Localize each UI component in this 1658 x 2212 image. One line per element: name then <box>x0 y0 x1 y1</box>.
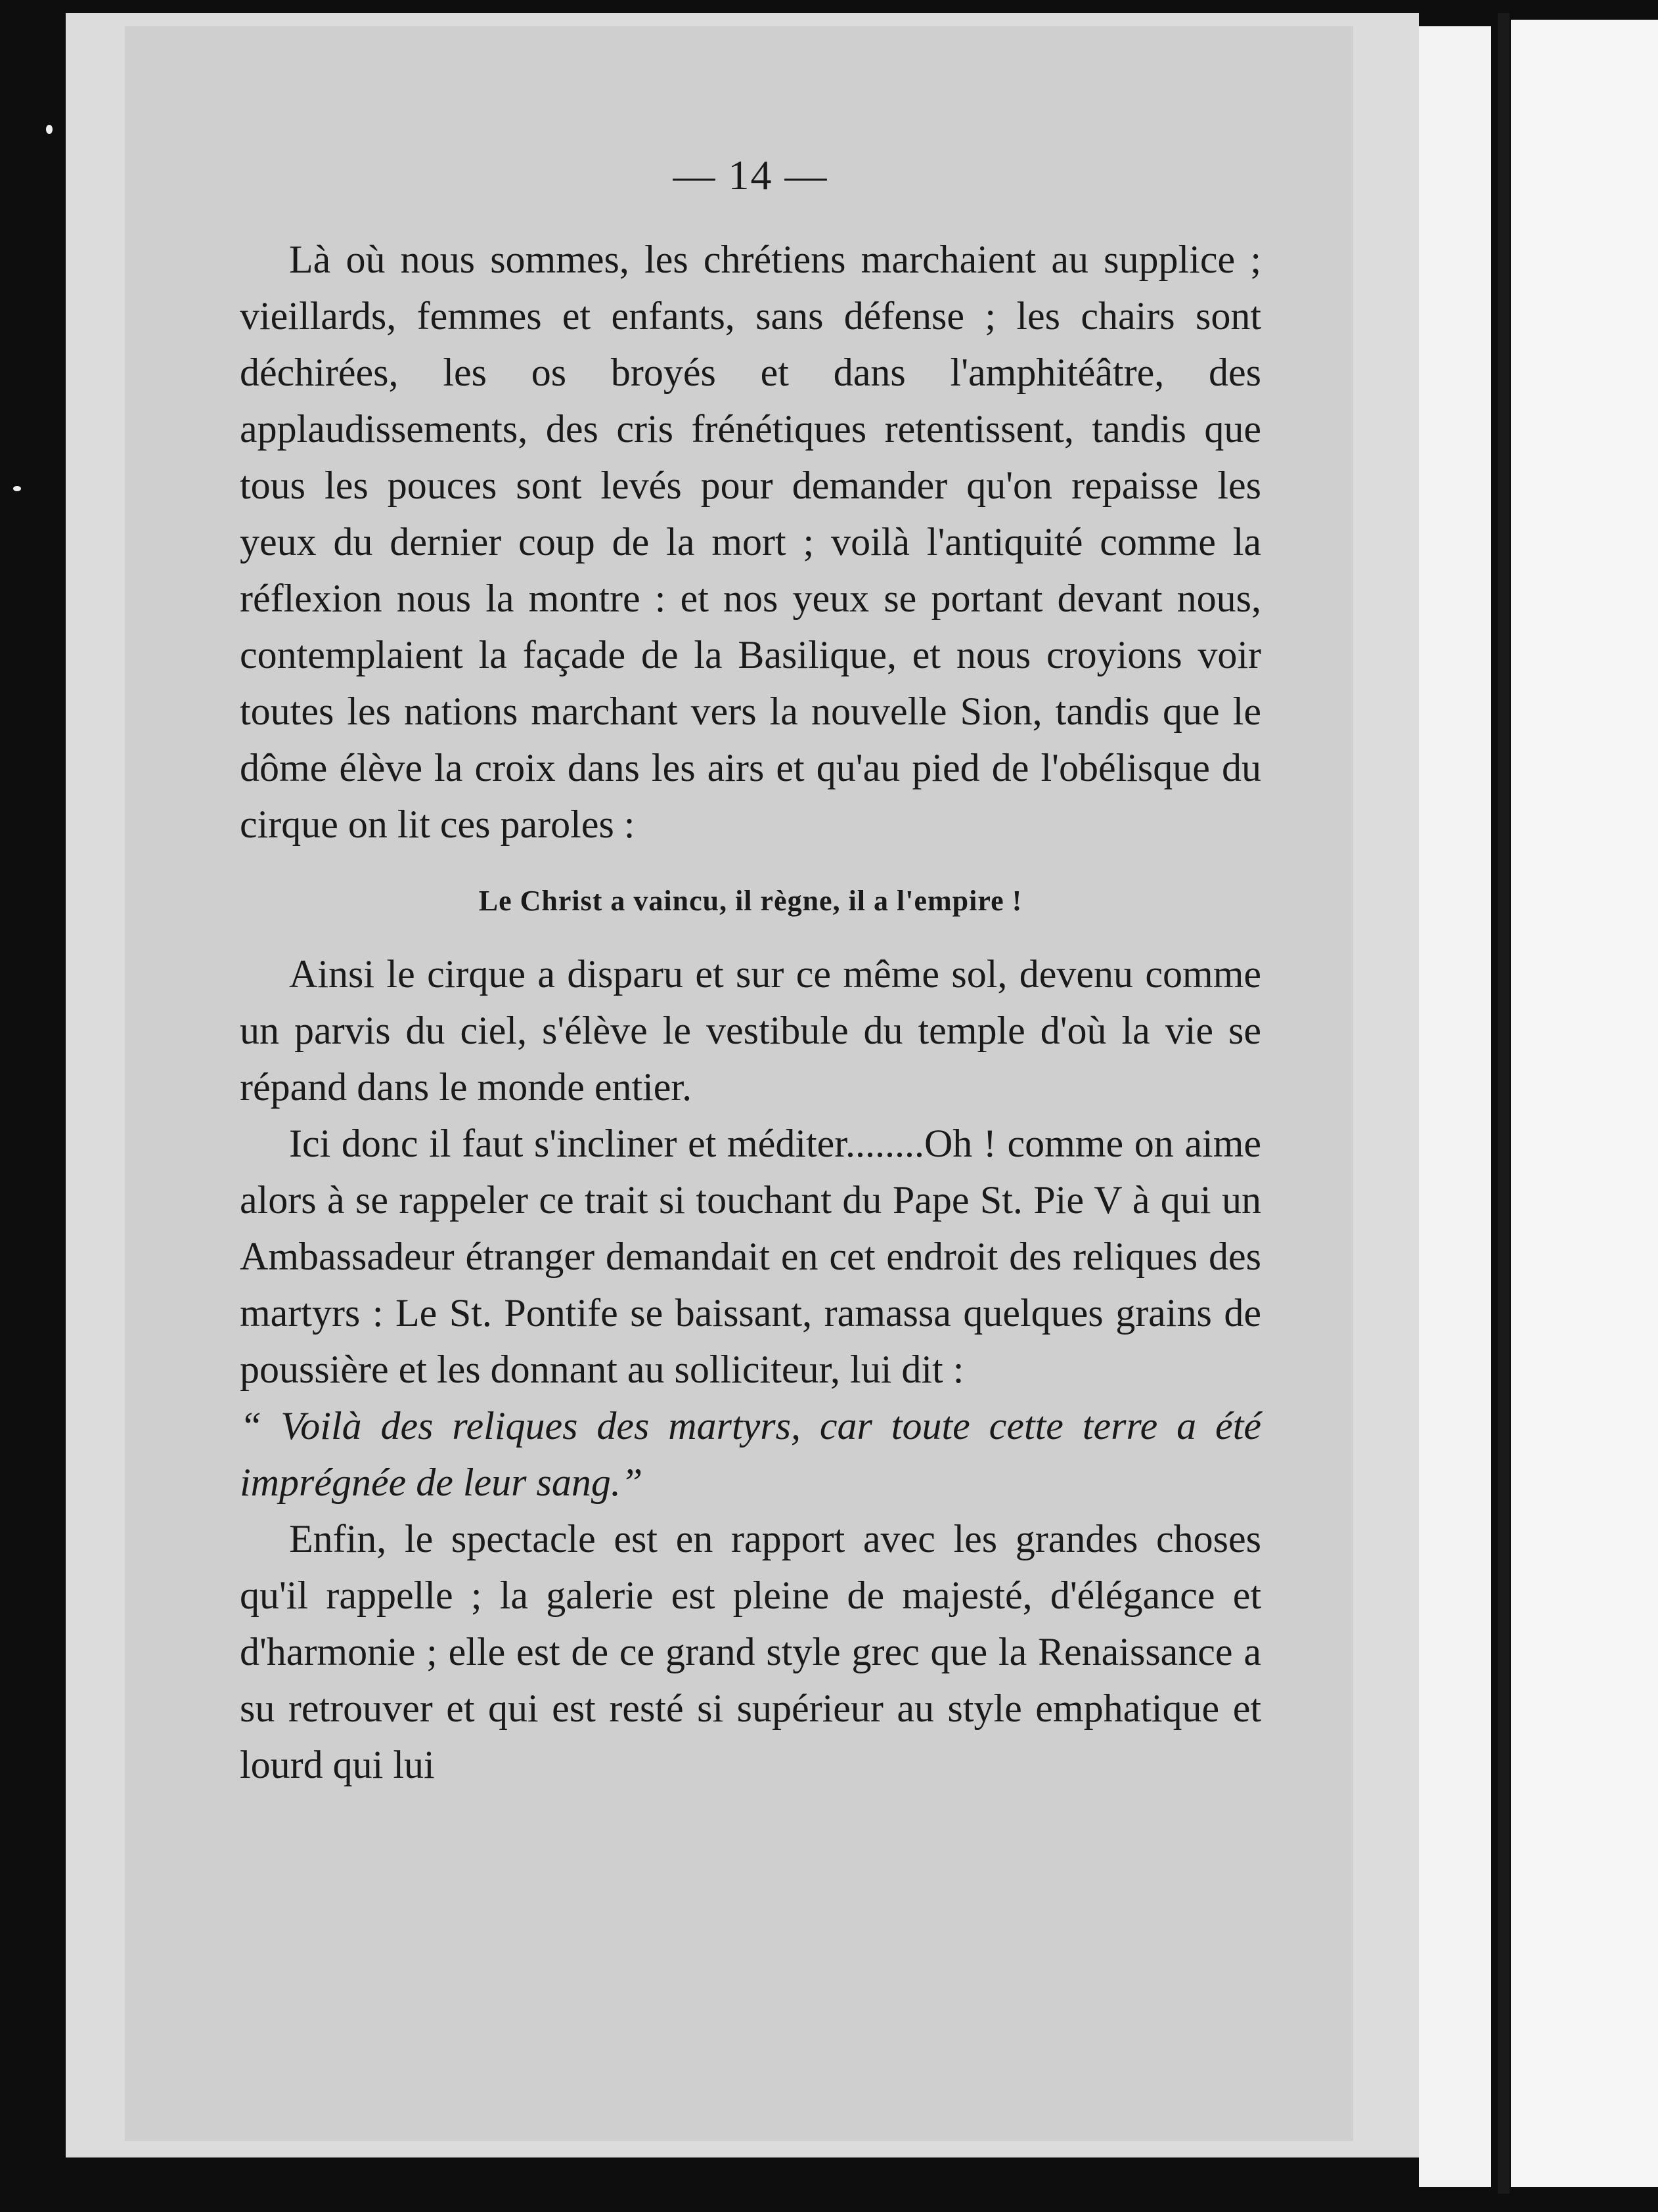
dust-speck <box>46 125 53 134</box>
page-number: — 14 — <box>673 152 828 198</box>
text-column <box>240 151 1261 1793</box>
inscription-quote: Le Christ a vaincu, il règne, il a l'empire ! <box>478 885 1023 917</box>
paragraph-3: Ici donc il faut s'incliner et méditer........Oh ! comme on aime alors à se rappeler ce trait si touchant du Pape St. Pie V à qui un Ambassadeur étranger demandait en cet endroit des reliques des martyrs : Le St. Pontife se baissant, ramassa quelques grains de poussière et les donnant au solliciteur, lui dit : <box>240 1122 1261 1391</box>
paragraph-2: Ainsi le cirque a disparu et sur ce même sol, devenu comme un parvis du ciel, s'élève le vestibule du temple d'où la vie se répand dans le monde entier. <box>240 952 1261 1109</box>
gutter-shadow <box>1498 13 1510 2194</box>
paragraph-1: Là où nous sommes, les chrétiens marchaient au supplice ; vieillards, femmes et enfants, sans défense ; les chairs sont déchirées, les os broyés et dans l'amphitéâtre, des applaudissements, des cris frénétiques retentissent, tandis que tous les pouces sont levés pour demander qu'on repaisse les yeux du dernier coup de la mort ; voilà l'antiquité comme la réflexion nous la montre : et nos yeux se portant devant nous, contemplaient la façade de la Basilique, et nous croyions voir toutes les nations marchant vers la nouvelle Sion, tandis que le dôme élève la croix dans les airs et qu'au pied de l'obélisque du cirque on lit ces paroles : <box>240 238 1261 846</box>
dust-speck <box>13 486 21 491</box>
adjacent-page-edge <box>1511 20 1658 2187</box>
page-margin-strip <box>1419 26 1491 2187</box>
paragraph-4: Enfin, le spectacle est en rapport avec les grandes choses qu'il rappelle ; la galerie est pleine de majesté, d'élégance et d'harmonie ; elle est de ce grand style grec que la Renaissance a su retrouver et qui est resté si supérieur au style emphatique et lourd qui lui <box>240 1517 1261 1786</box>
quoted-saying: “ Voilà des reliques des martyrs, car toute cette terre a été imprégnée de leur sang.” <box>240 1404 1261 1504</box>
